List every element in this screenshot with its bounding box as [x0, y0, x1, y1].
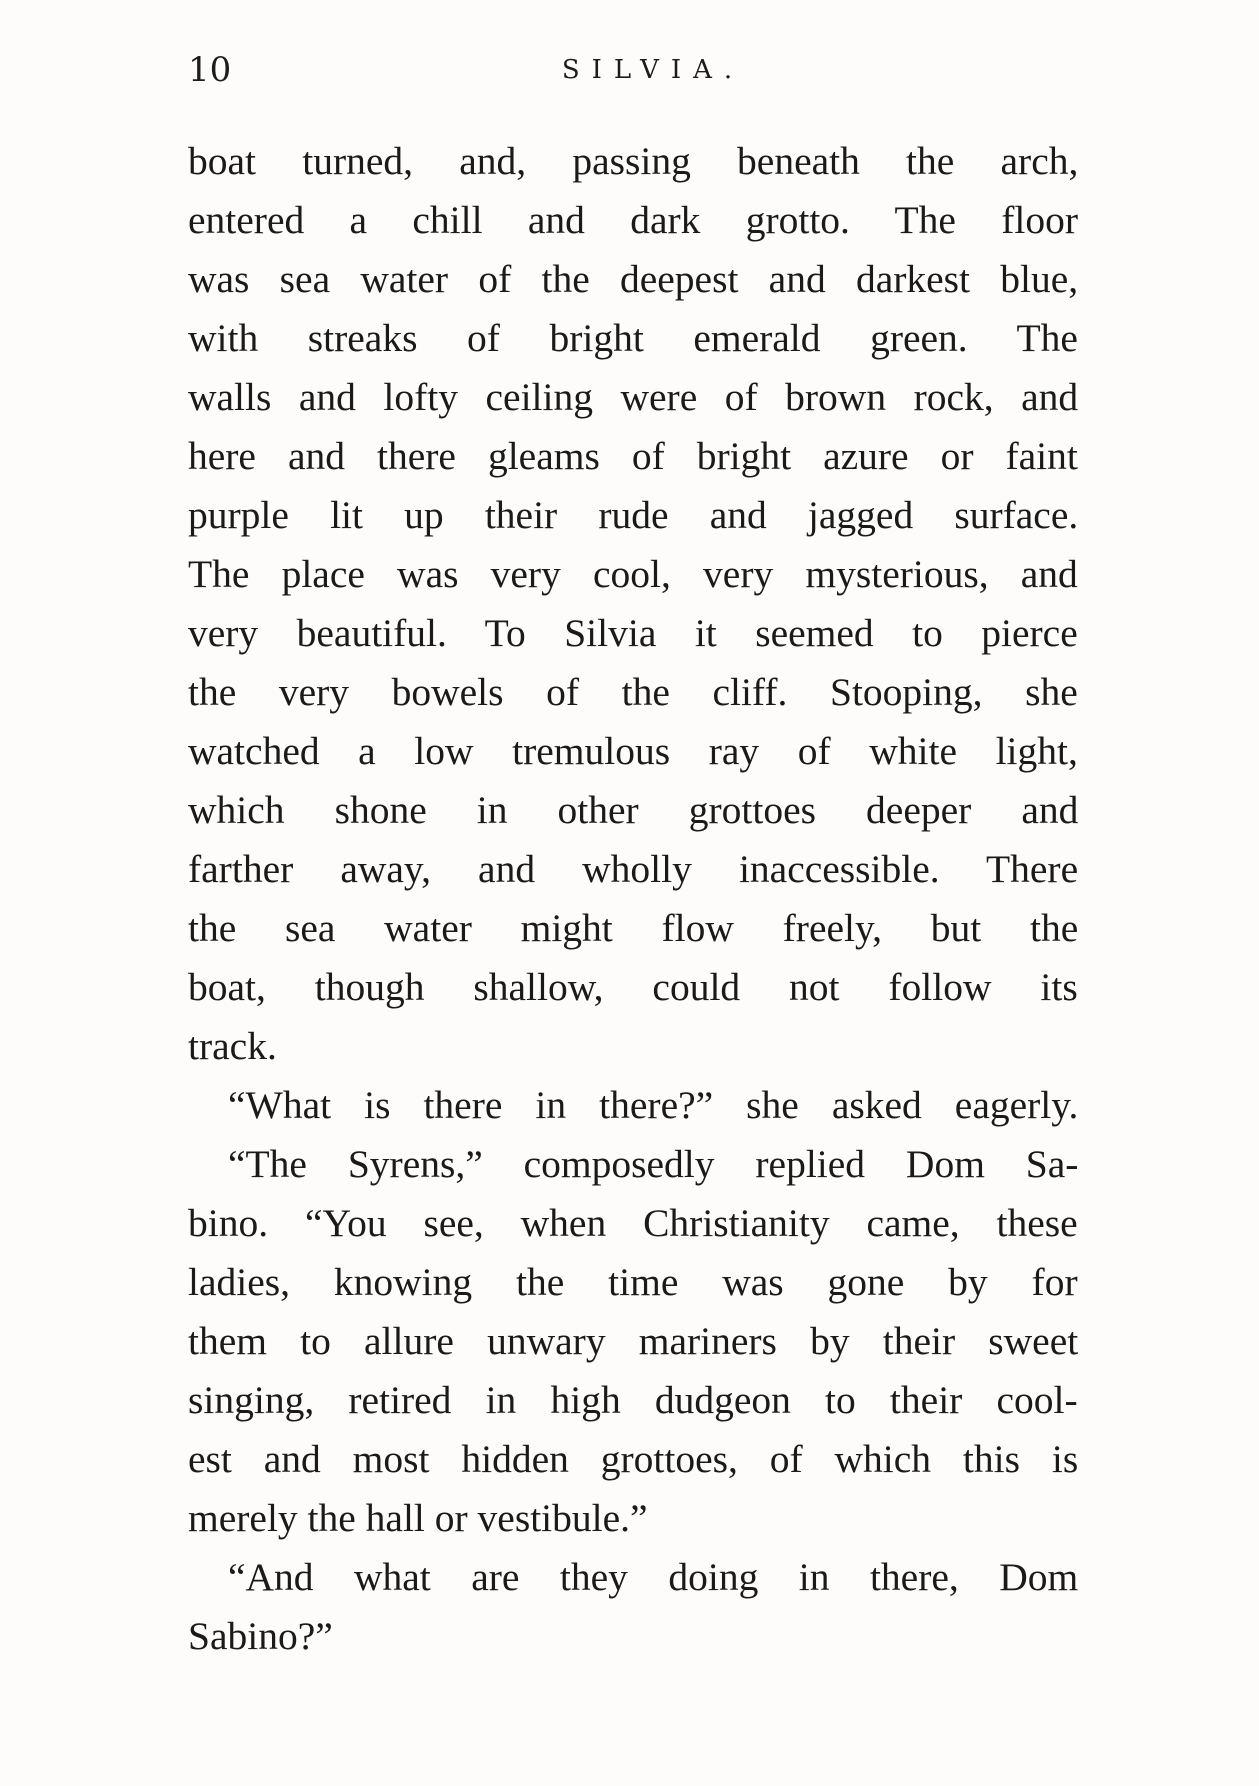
text-line: very beautiful. To Silvia it seemed to pierce	[188, 611, 1078, 655]
text-line: entered a chill and dark grotto. The floor	[188, 198, 1079, 242]
text-line: which shone in other grottoes deeper and	[188, 788, 1079, 832]
text-line: Sabino?”	[188, 1614, 333, 1658]
page-number: 10	[188, 50, 232, 90]
text-line: est and most hidden grottoes, of which this is	[188, 1437, 1079, 1481]
text-line: farther away, and wholly inaccessible. There	[188, 847, 1079, 891]
text-line: them to allure unwary mariners by their sweet	[188, 1319, 1079, 1363]
text-line: boat turned, and, passing beneath the arch,	[188, 139, 1079, 183]
text-line: The place was very cool, very mysterious, and	[188, 552, 1078, 596]
text-line: watched a low tremulous ray of white light,	[188, 729, 1078, 773]
text-line: the very bowels of the cliff. Stooping, she	[188, 670, 1078, 714]
page-header	[188, 44, 1078, 96]
text-line: ladies, knowing the time was gone by for	[188, 1260, 1078, 1304]
text-line: with streaks of bright emerald green. The	[188, 316, 1078, 360]
text-line: the sea water might flow freely, but the	[188, 906, 1079, 950]
text-line: purple lit up their rude and jagged surface.	[188, 493, 1079, 537]
text-line: was sea water of the deepest and darkest blue,	[188, 257, 1079, 301]
text-line: track.	[188, 1024, 277, 1068]
text-line: merely the hall or vestibule.”	[188, 1496, 648, 1540]
body-text	[188, 132, 1078, 1666]
text-line: here and there gleams of bright azure or faint	[188, 434, 1078, 478]
text-line: walls and lofty ceiling were of brown rock, and	[188, 375, 1079, 419]
running-title: SILVIA.	[561, 55, 745, 85]
text-line: “The Syrens,” composedly replied Dom Sa-	[228, 1142, 1079, 1186]
text-line: bino. “You see, when Christianity came, these	[188, 1201, 1078, 1245]
text-line: “And what are they doing in there, Dom	[228, 1555, 1079, 1599]
text-line: “What is there in there?” she asked eagerly.	[228, 1083, 1079, 1127]
text-line: singing, retired in high dudgeon to their cool-	[188, 1378, 1078, 1422]
text-line: boat, though shallow, could not follow its	[188, 965, 1078, 1009]
